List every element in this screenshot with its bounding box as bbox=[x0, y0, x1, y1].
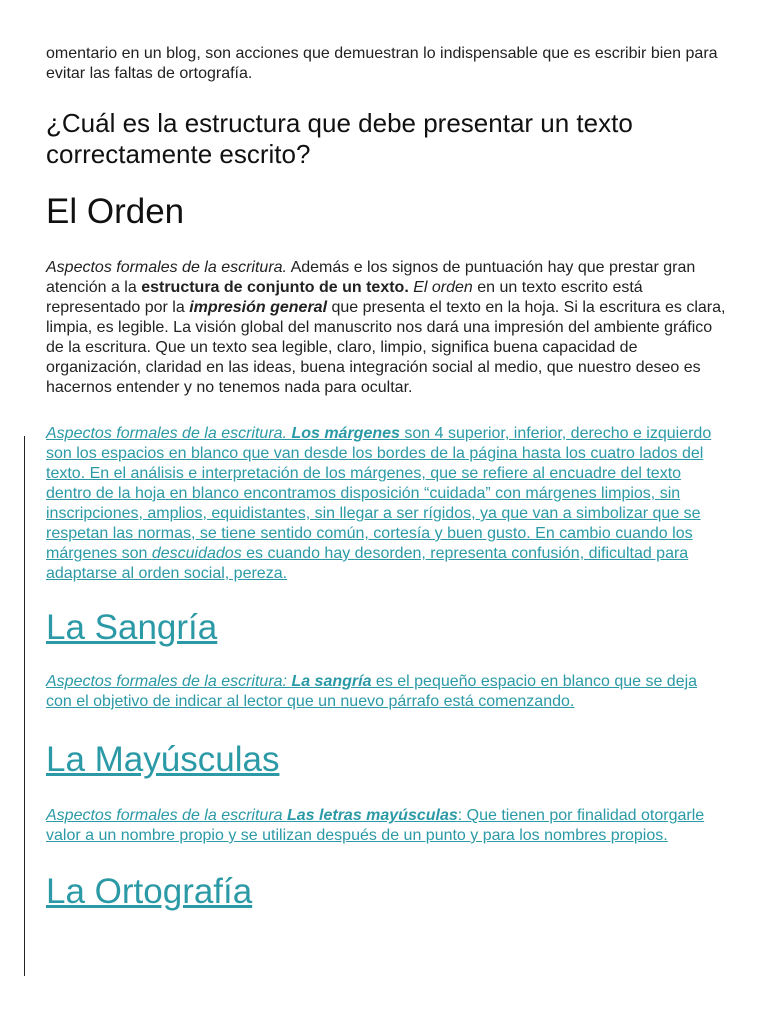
heading-el-orden: El Orden bbox=[46, 192, 185, 231]
margenes-text-1: son 4 superior, inferior, derecho e izquierdo son los espacios en blanco que van desde los bordes de la página hasta los cuatro lados del texto. En el análisis e interpretación de los márgenes, que se refiere al encuadre del texto dentro de la hoja en blanco encontramos disposición “cuidada” con márgenes limpios, sin inscripciones, amplios, equidistantes, sin llegar a ser rígidos, ya que van a simbolizar que se respetan las normas, se tiene sentido común, cortesía y buen gusto. En cambio cuando los márgenes son bbox=[46, 425, 712, 562]
sangria-text: es el pequeño espacio en blanco que se deja con el objetivo de indicar al lector que un nuevo párrafo está comenzando. bbox=[46, 673, 698, 710]
heading-la-sangria bbox=[46, 608, 726, 648]
heading-la-ortografia bbox=[46, 872, 726, 912]
mayusculas-link[interactable] bbox=[46, 807, 704, 844]
orden-paragraph bbox=[46, 258, 726, 398]
margenes-italic-lead: Aspectos formales de la escritura. bbox=[46, 425, 292, 442]
intro-paragraph: omentario en un blog, son acciones que demuestran lo indispensable que es escribir bien para evitar las faltas de ortografía. bbox=[46, 45, 718, 82]
orden-text-3: que presenta el texto en la hoja. Si la escritura es clara, limpia, es legible. La visión global del manuscrito nos dará una impresión del ambiente gráfico de la escritura. Que un texto sea legible, claro, limpio, significa buena capacidad de organización, claridad en las ideas, buena integración social al medio, que nuestro deseo es hacernos entender y no tenemos nada para ocultar. bbox=[46, 299, 726, 396]
mayusculas-bold-term: Las letras mayúsculas bbox=[287, 807, 458, 824]
ortografia-heading-link[interactable]: La Ortografía bbox=[46, 872, 253, 911]
sangria-link-paragraph bbox=[46, 672, 726, 712]
margenes-text-2: es cuando hay desorden, representa confusión, dificultad para adaptarse al orden social, pereza. bbox=[46, 545, 689, 582]
sangria-italic-lead: Aspectos formales de la escritura: bbox=[46, 673, 292, 690]
margenes-bold-term: Los márgenes bbox=[291, 425, 400, 442]
mayusculas-heading-link[interactable]: La Mayúsculas bbox=[46, 740, 280, 779]
margenes-link-paragraph bbox=[46, 424, 726, 584]
orden-text-2: en un texto escrito está representado por la bbox=[46, 279, 643, 316]
orden-italic-2: El orden bbox=[413, 279, 473, 296]
orden-bold-term: estructura de conjunto de un texto. bbox=[141, 279, 409, 296]
margenes-italic-term: descuidados bbox=[151, 545, 242, 562]
sangria-heading-link[interactable]: La Sangría bbox=[46, 608, 218, 647]
orden-text-1: Además e los signos de puntuación hay que prestar gran atención a la bbox=[46, 259, 696, 296]
document-page bbox=[46, 44, 726, 912]
left-margin-line bbox=[24, 436, 25, 976]
mayusculas-italic-lead: Aspectos formales de la escritura bbox=[46, 807, 287, 824]
margenes-link[interactable] bbox=[46, 425, 711, 582]
sangria-link[interactable] bbox=[46, 673, 697, 710]
mayusculas-text: : Que tienen por finalidad otorgarle valor a un nombre propio y se utilizan después de un punto y para los nombres propios. bbox=[46, 807, 705, 844]
mayusculas-link-paragraph bbox=[46, 806, 726, 846]
question-heading: ¿Cuál es la estructura que debe presentar un texto correctamente escrito? bbox=[46, 108, 633, 169]
orden-italic-lead: Aspectos formales de la escritura. bbox=[46, 259, 287, 276]
heading-la-mayusculas bbox=[46, 740, 726, 780]
orden-bolditalic-term: impresión general bbox=[189, 299, 328, 316]
sangria-bold-term: La sangría bbox=[291, 673, 372, 690]
